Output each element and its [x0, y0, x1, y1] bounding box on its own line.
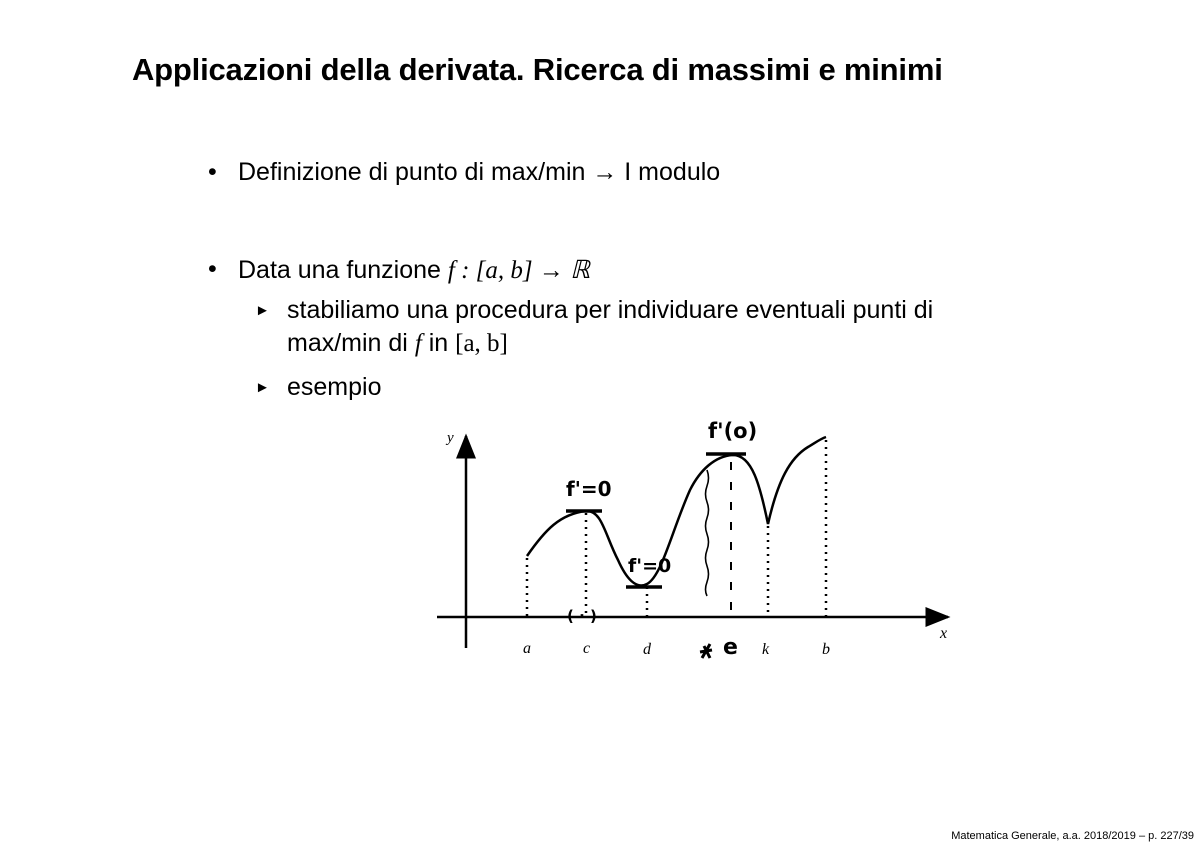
bullet-definition-text: Definizione di punto di max/min → I modulo: [238, 158, 721, 186]
line2-mid: in: [421, 329, 456, 357]
label-a: a: [523, 640, 531, 657]
label-d: d: [643, 641, 651, 658]
label-b: b: [822, 641, 830, 658]
subitem-procedure-line1: stabiliamo una procedura per individuare eventuali punti di: [287, 296, 934, 324]
note-d: f'=0: [628, 555, 672, 577]
label-c: c: [583, 640, 591, 657]
note-c-paren: ( · ): [567, 607, 597, 625]
line2-interval: [a, b]: [455, 330, 508, 357]
note-top: f'(o): [708, 419, 758, 443]
bullet-dot: •: [208, 255, 217, 283]
triangle-bullet-icon: ►: [255, 379, 270, 396]
line2-f: f: [414, 330, 422, 357]
bullet-function-text: Data una funzione: [238, 256, 448, 284]
triangle-bullet-icon: ►: [255, 302, 270, 319]
note-c: f'=0: [566, 477, 612, 501]
label-e: e: [723, 635, 738, 660]
bullet-dot: •: [208, 158, 217, 186]
label-k: k: [762, 641, 770, 658]
scribble-mark: [700, 644, 712, 658]
slide-footer: Matematica Generale, a.a. 2018/2019 – p. 227/39: [951, 830, 1194, 842]
line2-prefix: max/min di: [287, 329, 415, 357]
function-math: f : [a, b] → ℝ: [447, 257, 590, 284]
slide-title: Applicazioni della derivata. Ricerca di massimi e minimi: [132, 52, 943, 87]
subitem-example-text: esempio: [287, 373, 382, 401]
x-axis-label: x: [940, 625, 948, 642]
vline-squiggle: [706, 470, 709, 596]
y-axis-label: y: [447, 430, 454, 446]
